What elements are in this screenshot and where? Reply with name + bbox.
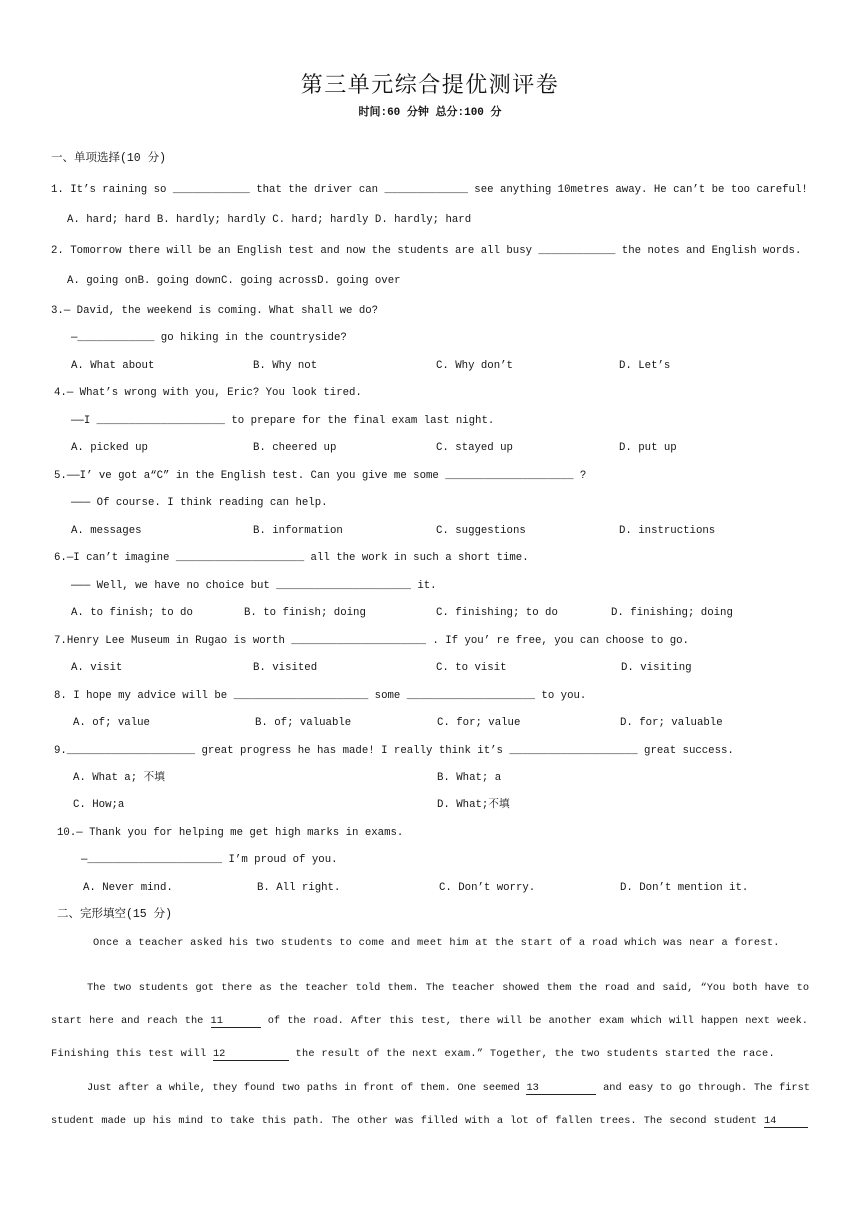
question-6-reply: ——— Well, we have no choice but _____________________ it. xyxy=(71,580,437,592)
question-7-option-d: D. visiting xyxy=(621,662,692,674)
question-10-option-a: A. Never mind. xyxy=(83,882,173,894)
question-3-reply: —____________ go hiking in the countryside? xyxy=(71,332,347,344)
question-9-option-c: C. How;a xyxy=(73,799,125,811)
question-7-option-b: B. visited xyxy=(253,662,318,674)
question-8-option-a: A. of; value xyxy=(73,717,150,729)
question-5-option-b: B. information xyxy=(253,525,343,537)
passage-text: The two students got there as the teacher told them. The teacher showed them the road and said, “You both have to xyxy=(87,982,809,994)
question-10-option-d: D. Don’t mention it. xyxy=(620,882,749,894)
cloze-blank-12: 12 xyxy=(213,1048,289,1061)
passage-line xyxy=(51,1047,808,1061)
question-3-option-b: B. Why not xyxy=(253,360,318,372)
question-4-option-a: A. picked up xyxy=(71,442,148,454)
passage-text: start here and reach the xyxy=(51,1015,204,1027)
passage-text: of the road. After this test, there will be another exam which will happen next week. xyxy=(267,1015,808,1027)
question-3-option-a: A. What about xyxy=(71,360,155,372)
option-a: A. hard; hard xyxy=(67,214,151,226)
passage-text: Just after a while, they found two paths in front of them. One seemed xyxy=(87,1082,520,1094)
exam-title: 第三单元综合提优测评卷 xyxy=(300,72,560,97)
question-6-option-c: C. finishing; to do xyxy=(436,607,558,619)
option-c: C. hard; hardly xyxy=(272,214,369,226)
question-9-option-a: A. What a; 不填 xyxy=(73,772,165,784)
passage-text: and easy to go through. The first xyxy=(603,1082,810,1094)
passage-line xyxy=(51,1014,808,1028)
cloze-blank-13: 13 xyxy=(526,1082,596,1095)
question-2-stem: 2. Tomorrow there will be an English test and now the students are all busy ____________ the notes and English words. xyxy=(51,245,802,257)
question-7-option-a: A. visit xyxy=(71,662,123,674)
question-3-option-d: D. Let’s xyxy=(619,360,671,372)
question-6-stem: 6.—I can’t imagine ____________________ all the work in such a short time. xyxy=(54,552,529,564)
question-6-option-b: B. to finish; doing xyxy=(244,607,366,619)
question-10-option-b: B. All right. xyxy=(257,882,341,894)
question-10-option-c: C. Don’t worry. xyxy=(439,882,536,894)
question-10-stem: 10.— Thank you for helping me get high marks in exams. xyxy=(57,827,404,839)
passage-text: student made up his mind to take this path. The other was filled with a lot of fallen trees. The second student xyxy=(51,1115,757,1127)
section-2-heading: 二、完形填空(15 分) xyxy=(57,908,173,921)
question-1-options xyxy=(67,213,471,227)
question-5-reply: ——— Of course. I think reading can help. xyxy=(71,497,328,509)
question-2-options xyxy=(67,274,401,288)
option-a: A. going on xyxy=(67,275,138,287)
question-4-option-d: D. put up xyxy=(619,442,677,454)
question-3-stem: 3.— David, the weekend is coming. What shall we do? xyxy=(51,305,379,317)
question-8-stem: 8. I hope my advice will be _____________________ some ____________________ to you. xyxy=(54,690,587,702)
question-7-option-c: C. to visit xyxy=(436,662,507,674)
question-9-stem: 9.____________________ great progress he has made! I really think it’s ____________________ great success. xyxy=(54,745,734,757)
question-7-stem: 7.Henry Lee Museum in Rugao is worth _____________________ . If you’ re free, you can choose to go. xyxy=(54,635,689,647)
question-1-stem: 1. It’s raining so ____________ that the driver can _____________ see anything 10metres away. He can’t be too careful! xyxy=(51,184,808,196)
question-10-reply: —_____________________ I’m proud of you. xyxy=(81,854,338,866)
question-4-option-b: B. cheered up xyxy=(253,442,337,454)
question-8-option-c: C. for; value xyxy=(437,717,521,729)
passage-text: the result of the next exam.” Together, the two students started the race. xyxy=(295,1048,775,1060)
question-8-option-d: D. for; valuable xyxy=(620,717,723,729)
passage-line xyxy=(51,1114,808,1128)
question-4-option-c: C. stayed up xyxy=(436,442,513,454)
question-4-stem: 4.— What’s wrong with you, Eric? You look tired. xyxy=(54,387,362,399)
question-6-option-d: D. finishing; doing xyxy=(611,607,733,619)
option-b: B. going down xyxy=(137,275,221,287)
question-6-option-a: A. to finish; to do xyxy=(71,607,193,619)
option-b: B. hardly; hardly xyxy=(156,214,266,226)
passage-text: Finishing this test will xyxy=(51,1048,207,1060)
question-5-option-d: D. instructions xyxy=(619,525,716,537)
question-9-option-d: D. What;不填 xyxy=(437,799,510,811)
cloze-blank-14: 14 xyxy=(764,1115,808,1128)
question-8-option-b: B. of; valuable xyxy=(255,717,352,729)
question-3-option-c: C. Why don’t xyxy=(436,360,513,372)
passage-intro: Once a teacher asked his two students to come and meet him at the start of a road which was near a forest. xyxy=(93,937,780,949)
option-d: D. going over xyxy=(317,275,401,287)
section-1-heading: 一、单项选择(10 分) xyxy=(51,152,167,165)
cloze-blank-11: 11 xyxy=(211,1015,261,1028)
question-5-stem: 5.——I’ ve got a“C” in the English test. Can you give me some ____________________ ? xyxy=(54,470,587,482)
question-9-option-b: B. What; a xyxy=(437,772,502,784)
option-c: C. going across xyxy=(220,275,318,287)
option-d: D. hardly; hard xyxy=(374,214,472,226)
question-4-reply: ——I ____________________ to prepare for the final exam last night. xyxy=(71,415,495,427)
exam-time-and-score: 时间:60 分钟 总分:100 分 xyxy=(358,107,502,119)
passage-line xyxy=(87,1081,810,1095)
question-5-option-c: C. suggestions xyxy=(436,525,526,537)
question-5-option-a: A. messages xyxy=(71,525,142,537)
passage-line xyxy=(87,981,809,995)
